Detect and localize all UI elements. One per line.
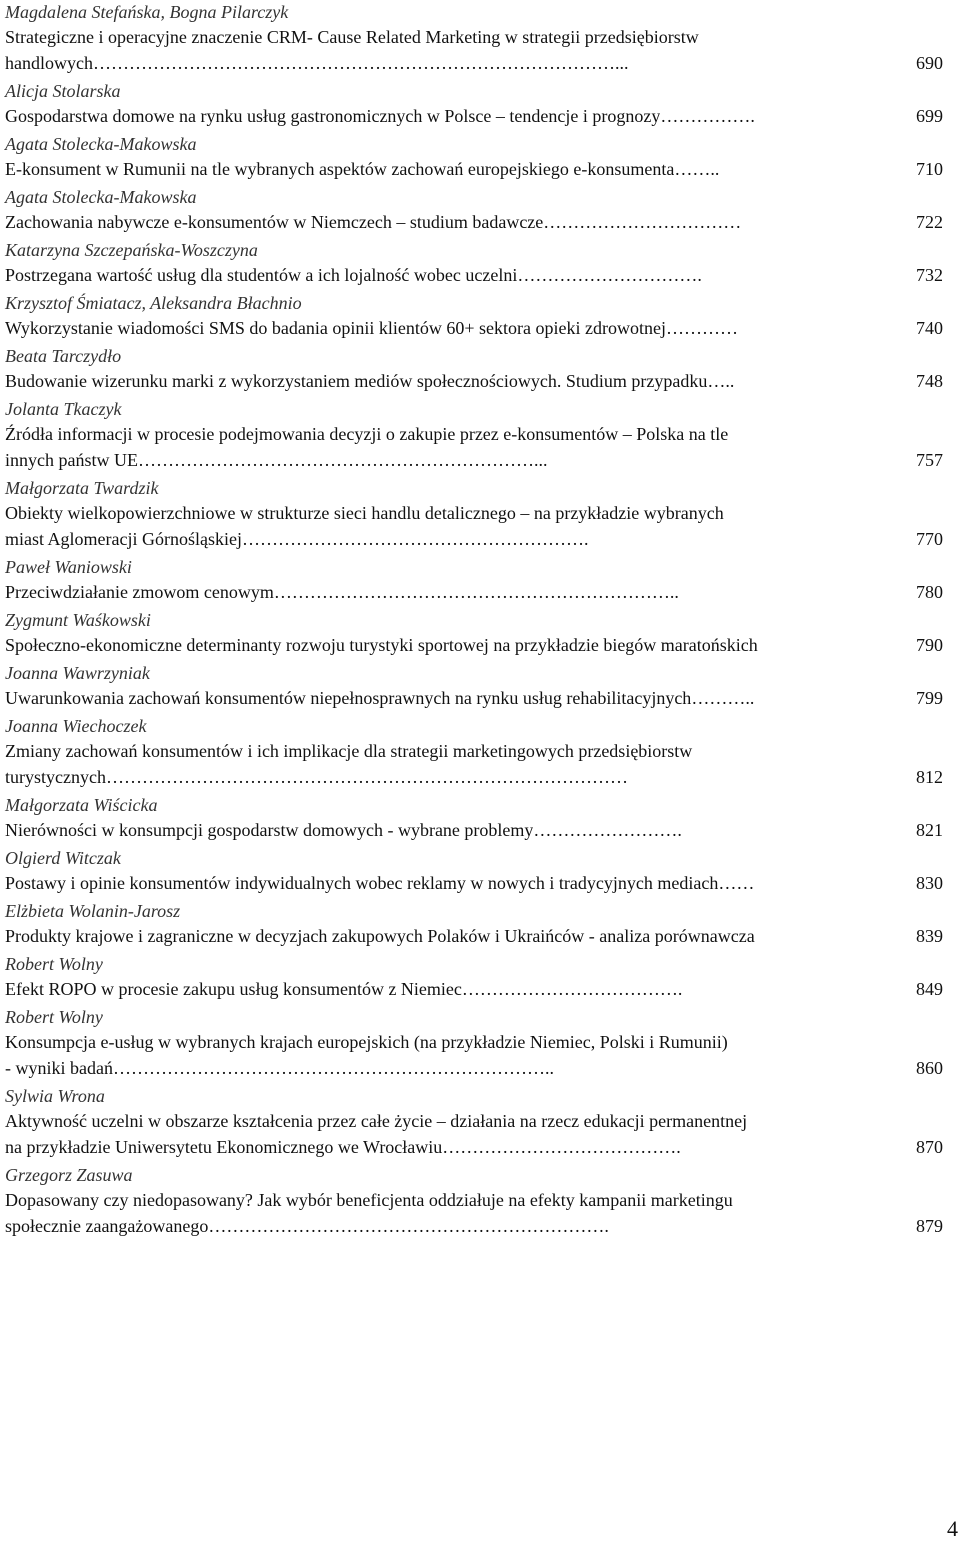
entry-title-line: Uwarunkowania zachowań konsumentów niepełnosprawnych na rynku usług rehabilitacyjnych bbox=[5, 688, 692, 708]
entry-title-line: Aktywność uczelni w obszarze kształcenia przez całe życie – działania na rzecz edukacji permanentnej bbox=[5, 1111, 748, 1131]
toc-entry bbox=[5, 344, 943, 394]
entry-author: Małgorzata Wiścicka bbox=[5, 795, 158, 815]
entry-last-line bbox=[5, 315, 943, 341]
entry-last-line bbox=[5, 50, 943, 76]
entry-author: Robert Wolny bbox=[5, 1007, 103, 1027]
dot-leader: …… bbox=[718, 873, 755, 893]
toc-entry bbox=[5, 291, 943, 341]
entry-page-number: 830 bbox=[916, 873, 943, 893]
entry-title-line: Budowanie wizerunku marki z wykorzystaniem mediów społecznościowych. Studium przypadku bbox=[5, 371, 708, 391]
entry-title-line: Nierówności w konsumpcji gospodarstw domowych - wybrane problemy bbox=[5, 820, 534, 840]
entry-page-number: 740 bbox=[916, 318, 943, 338]
dot-leader: …….. bbox=[674, 159, 720, 179]
dot-leader: …………………………. bbox=[517, 265, 702, 285]
entry-last-line bbox=[5, 103, 943, 129]
toc-entry bbox=[5, 1163, 943, 1239]
entry-author: Olgierd Witczak bbox=[5, 848, 121, 868]
entry-last-line bbox=[5, 526, 943, 552]
dot-leader: ………… bbox=[665, 318, 738, 338]
dot-leader: ….. bbox=[707, 371, 735, 391]
dot-leader: ………………………………………………………….. bbox=[273, 582, 679, 602]
dot-leader: …………………………………………………. bbox=[241, 529, 589, 549]
toc-entry bbox=[5, 79, 943, 129]
toc-entry bbox=[5, 608, 943, 658]
entry-last-line bbox=[5, 262, 943, 288]
entry-author: Agata Stolecka-Makowska bbox=[5, 187, 197, 207]
entry-page-number: 780 bbox=[916, 582, 943, 602]
entry-last-line bbox=[5, 1213, 943, 1239]
entry-author: Agata Stolecka-Makowska bbox=[5, 134, 197, 154]
entry-author: Joanna Wawrzyniak bbox=[5, 663, 150, 683]
entry-page-number: 699 bbox=[916, 106, 943, 126]
entry-page-number: 849 bbox=[916, 979, 943, 999]
toc-entry bbox=[5, 0, 943, 76]
entry-title-line: innych państw UE bbox=[5, 450, 138, 470]
entry-last-line bbox=[5, 1055, 943, 1081]
entry-last-line bbox=[5, 685, 943, 711]
entry-page-number: 812 bbox=[916, 767, 943, 787]
entry-last-line bbox=[5, 923, 943, 949]
entry-title-line: społecznie zaangażowanego bbox=[5, 1216, 209, 1236]
entry-title-line: E-konsument w Rumunii na tle wybranych aspektów zachowań europejskiego e-konsumenta bbox=[5, 159, 675, 179]
entry-author: Paweł Waniowski bbox=[5, 557, 132, 577]
entry-author: Elżbieta Wolanin-Jarosz bbox=[5, 901, 181, 921]
entry-author: Joanna Wiechoczek bbox=[5, 716, 147, 736]
entry-author: Beata Tarczydło bbox=[5, 346, 122, 366]
entry-title-line: Efekt ROPO w procesie zakupu usług konsumentów z Niemiec bbox=[5, 979, 462, 999]
entry-title-line: Produkty krajowe i zagraniczne w decyzjach zakupowych Polaków i Ukraińców - analiza porównawcza bbox=[5, 926, 755, 946]
entry-title-line: Strategiczne i operacyjne znaczenie CRM- Cause Related Marketing w strategii przedsiębiorstw bbox=[5, 27, 699, 47]
dot-leader: …………………………………………………………... bbox=[137, 450, 548, 470]
entry-page-number: 722 bbox=[916, 212, 943, 232]
dot-leader: ………………………………. bbox=[461, 979, 683, 999]
entry-last-line bbox=[5, 632, 943, 658]
dot-leader: ……………………………………………………………………………... bbox=[92, 53, 629, 73]
toc-entry bbox=[5, 846, 943, 896]
entry-last-line bbox=[5, 447, 943, 473]
toc-entry bbox=[5, 661, 943, 711]
entry-title-line: Obiekty wielkopowierzchniowe w strukturze sieci handlu detalicznego – na przykładzie wybranych bbox=[5, 503, 724, 523]
dot-leader: …………………………………………………………. bbox=[208, 1216, 609, 1236]
entry-author: Grzegorz Zasuwa bbox=[5, 1165, 133, 1185]
entry-title-line: - wyniki badań bbox=[5, 1058, 113, 1078]
entry-page-number: 690 bbox=[916, 53, 943, 73]
entry-title-line: handlowych bbox=[5, 53, 93, 73]
page-number: 4 bbox=[947, 1516, 958, 1541]
entry-title-line: miast Aglomeracji Górnośląskiej bbox=[5, 529, 242, 549]
entry-title-line: Postawy i opinie konsumentów indywidualnych wobec reklamy w nowych i tradycyjnych mediach bbox=[5, 873, 719, 893]
entry-last-line bbox=[5, 156, 943, 182]
entry-author: Katarzyna Szczepańska-Woszczyna bbox=[5, 240, 258, 260]
entry-last-line bbox=[5, 579, 943, 605]
dot-leader: …………………………………. bbox=[442, 1137, 681, 1157]
entry-title-line: Wykorzystanie wiadomości SMS do badania opinii klientów 60+ sektora opieki zdrowotnej bbox=[5, 318, 666, 338]
entry-page-number: 790 bbox=[916, 635, 943, 655]
entry-page-number: 770 bbox=[916, 529, 943, 549]
toc-entry bbox=[5, 555, 943, 605]
entry-title-line: Źródła informacji w procesie podejmowania decyzji o zakupie przez e-konsumentów – Polska na tle bbox=[5, 424, 729, 444]
toc-entry bbox=[5, 397, 943, 473]
entry-page-number: 757 bbox=[916, 450, 943, 470]
entry-page-number: 879 bbox=[916, 1216, 943, 1236]
entry-title-line: Społeczno-ekonomiczne determinanty rozwoju turystyki sportowej na przykładzie biegów maratońskich bbox=[5, 635, 758, 655]
entry-page-number: 839 bbox=[916, 926, 943, 946]
entry-author: Jolanta Tkaczyk bbox=[5, 399, 122, 419]
dot-leader: …………………………… bbox=[543, 212, 742, 232]
entry-last-line bbox=[5, 870, 943, 896]
entry-page-number: 732 bbox=[916, 265, 943, 285]
dot-leader: ……………. bbox=[660, 106, 755, 126]
entry-author: Sylwia Wrona bbox=[5, 1086, 105, 1106]
entry-last-line bbox=[5, 764, 943, 790]
entry-author: Robert Wolny bbox=[5, 954, 103, 974]
entry-author: Zygmunt Waśkowski bbox=[5, 610, 151, 630]
entry-title-line: Postrzegana wartość usług dla studentów a ich lojalność wobec uczelni bbox=[5, 265, 518, 285]
entry-title-line: Gospodarstwa domowe na rynku usług gastronomicznych w Polsce – tendencje i prognozy bbox=[5, 106, 661, 126]
toc-entry bbox=[5, 1084, 943, 1160]
entry-title-line: Dopasowany czy niedopasowany? Jak wybór beneficjenta oddziałuje na efekty kampanii marketingu bbox=[5, 1190, 733, 1210]
entry-page-number: 870 bbox=[916, 1137, 943, 1157]
entry-author: Krzysztof Śmiatacz, Aleksandra Błachnio bbox=[5, 293, 302, 313]
toc-entry bbox=[5, 952, 943, 1002]
entry-last-line bbox=[5, 976, 943, 1002]
entry-author: Małgorzata Twardzik bbox=[5, 478, 159, 498]
toc-entry bbox=[5, 1005, 943, 1081]
toc-entry bbox=[5, 899, 943, 949]
table-of-contents bbox=[5, 0, 943, 1242]
entry-title-line: na przykładzie Uniwersytetu Ekonomicznego we Wrocławiu bbox=[5, 1137, 443, 1157]
toc-entry bbox=[5, 476, 943, 552]
entry-last-line bbox=[5, 368, 943, 394]
entry-page-number: 748 bbox=[916, 371, 943, 391]
toc-entry bbox=[5, 238, 943, 288]
entry-author: Alicja Stolarska bbox=[5, 81, 121, 101]
entry-title-line: Zachowania nabywcze e-konsumentów w Niemczech – studium badawcze bbox=[5, 212, 544, 232]
toc-entry bbox=[5, 793, 943, 843]
entry-page-number: 799 bbox=[916, 688, 943, 708]
entry-title-line: Konsumpcja e-usług w wybranych krajach europejskich (na przykładzie Niemiec, Polski i Rumunii) bbox=[5, 1032, 728, 1052]
entry-last-line bbox=[5, 1134, 943, 1160]
toc-entry bbox=[5, 714, 943, 790]
entry-last-line bbox=[5, 817, 943, 843]
entry-author: Magdalena Stefańska, Bogna Pilarczyk bbox=[5, 2, 289, 22]
dot-leader: …………………………………………………………………………… bbox=[105, 767, 628, 787]
entry-last-line bbox=[5, 209, 943, 235]
dot-leader: ……….. bbox=[691, 688, 755, 708]
entry-page-number: 821 bbox=[916, 820, 943, 840]
toc-entry bbox=[5, 132, 943, 182]
dot-leader: ……………………………………………………………….. bbox=[112, 1058, 554, 1078]
entry-title-line: turystycznych bbox=[5, 767, 106, 787]
entry-page-number: 860 bbox=[916, 1058, 943, 1078]
entry-page-number: 710 bbox=[916, 159, 943, 179]
entry-title-line: Zmiany zachowań konsumentów i ich implikacje dla strategii marketingowych przedsiębiorstw bbox=[5, 741, 693, 761]
dot-leader: ……………………. bbox=[533, 820, 682, 840]
toc-entry bbox=[5, 185, 943, 235]
entry-title-line: Przeciwdziałanie zmowom cenowym bbox=[5, 582, 274, 602]
